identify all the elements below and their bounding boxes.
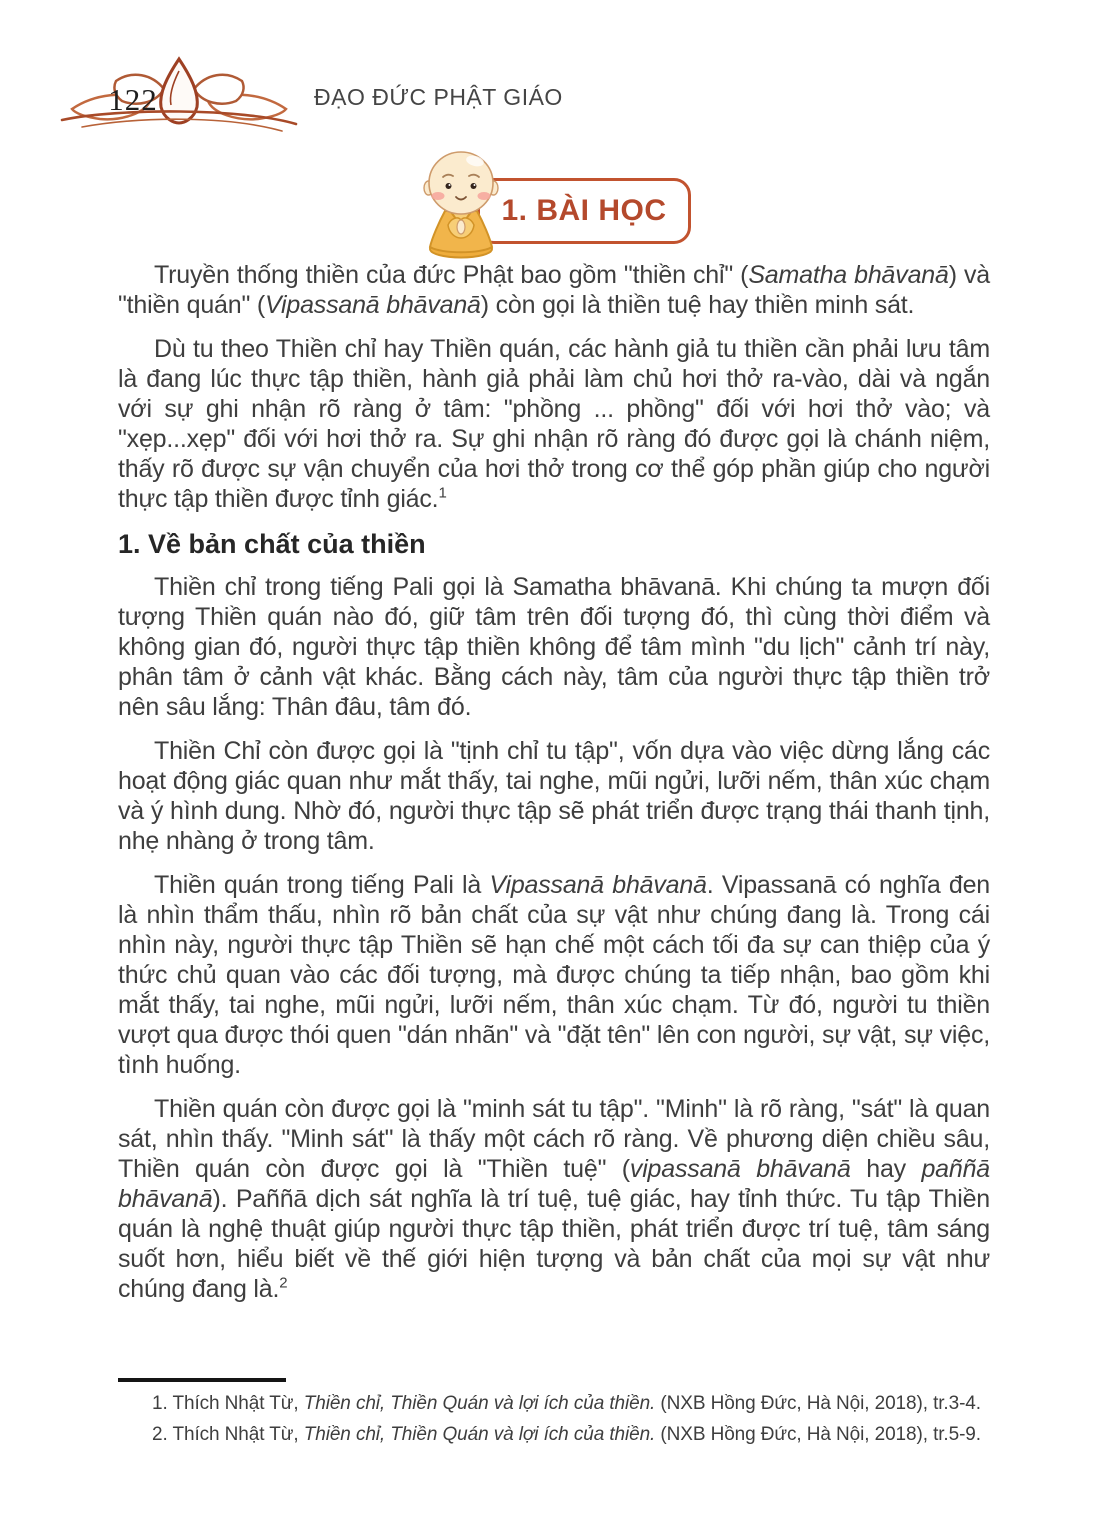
page-number: 122 — [108, 82, 158, 117]
paragraph-section-4: Thiền quán còn được gọi là "minh sát tu tập". "Minh" là rõ ràng, "sát" là quan sát, nhìn thấy. "Minh sát" là thấy một cách rõ ràng. Về phương diện chiều sâu, Thiền quán còn được gọi là "Thiền tuệ" (vipassanā bhāvanā hay paññā bhāvanā). Paññā dịch sát nghĩa là trí tuệ, tuệ giác, hay tỉnh thức. Tu tập Thiền quán là nghệ thuật giúp người thực tập thiền, phát triển được trí tuệ, tâm sáng suốt hơn, hiểu biết về thế giới hiện tượng và bản chất của mọi sự vật như chúng đang là.$^2$ — [118, 1095, 990, 1303]
paragraph-section-1: Thiền chỉ trong tiếng Pali gọi là Samatha bhāvanā. Khi chúng ta mượn đối tượng Thiền quán nào đó, giữ tâm trên đối tượng đó, thì cùng thời điểm và không gian đó, người thực tập thiền không để tâm mình "du lịch" cảnh trí này, phân tâm ở cảnh vật khác. Bằng cách này, tâm của người thực tập thiền trở nên sâu lắng: Thân đâu, tâm đó. — [118, 573, 990, 721]
section-heading: 1. Về bản chất của thiền — [118, 529, 426, 559]
paragraph-intro-1: Truyền thống thiền của đức Phật bao gồm "thiền chỉ" (Samatha bhāvanā) và "thiền quán" (Vipassanā bhāvanā) còn gọi là thiền tuệ hay thiền minh sát. — [118, 261, 990, 319]
paragraph-intro-2: Dù tu theo Thiền chỉ hay Thiền quán, các hành giả tu thiền cần phải lưu tâm là đang lúc thực tập thiền, hành giả phải làm chủ hơi thở ra-vào, dài và ngắn với sự ghi nhận rõ ràng ở tâm: "phồng ... phồng" đối với hơi thở vào; và "xẹp...xẹp" đối với hơi thở ra. Sự ghi nhận rõ ràng đó được gọi là chánh niệm, thấy rõ được sự vận chuyển của hơi thở trong cơ thể góp phần giúp cho người thực tập thiền được tỉnh giác.$^1$ — [118, 335, 990, 513]
footnote-2: 2. Thích Nhật Từ, Thiền chỉ, Thiền Quán và lợi ích của thiền. (NXB Hồng Đức, Hà Nội, 2018), tr.5-9. — [152, 1424, 981, 1445]
monk-mascot-icon — [415, 148, 507, 260]
paragraph-section-3: Thiền quán trong tiếng Pali là Vipassanā bhāvanā. Vipassanā có nghĩa đen là nhìn thẩm thấu, nhìn rõ bản chất của sự vật như chúng đang là. Trong cái nhìn này, người thực tập Thiền sẽ hạn chế một cách tối đa sự can thiệp của ý thức chủ quan vào các đối tượng, mà được chúng ta tiếp nhận, bao gồm khi mắt thấy, tai nghe, mũi ngửi, lưỡi nếm, thân xúc chạm. Từ đó, người tu thiền vượt qua được thói quen "dán nhãn" và "đặt tên" lên con người, sự vật, sự việc, tình huống. — [118, 871, 990, 1079]
lesson-badge — [415, 148, 695, 264]
book-title: ĐẠO ĐỨC PHẬT GIÁO — [314, 83, 563, 110]
footnote-1: 1. Thích Nhật Từ, Thiền chỉ, Thiền Quán và lợi ích của thiền. (NXB Hồng Đức, Hà Nội, 2018), tr.3-4. — [152, 1393, 981, 1414]
footnotes — [152, 1388, 1014, 1450]
page-header — [60, 56, 563, 140]
lesson-badge-box — [477, 178, 691, 244]
article — [118, 260, 990, 1318]
footnote-divider — [118, 1378, 286, 1382]
lotus-page-number-ornament — [60, 56, 298, 140]
lesson-badge-label: 1. BÀI HỌC — [501, 194, 667, 227]
paragraph-section-2: Thiền Chỉ còn được gọi là "tịnh chỉ tu tập", vốn dựa vào việc dừng lắng các hoạt động giác quan như mắt thấy, tai nghe, mũi ngửi, lưỡi nếm, thân xúc chạm và ý hình dung. Nhờ đó, người thực tập sẽ phát triển được trạng thái thanh tịnh, nhẹ nhàng ở trong tâm. — [118, 737, 990, 855]
